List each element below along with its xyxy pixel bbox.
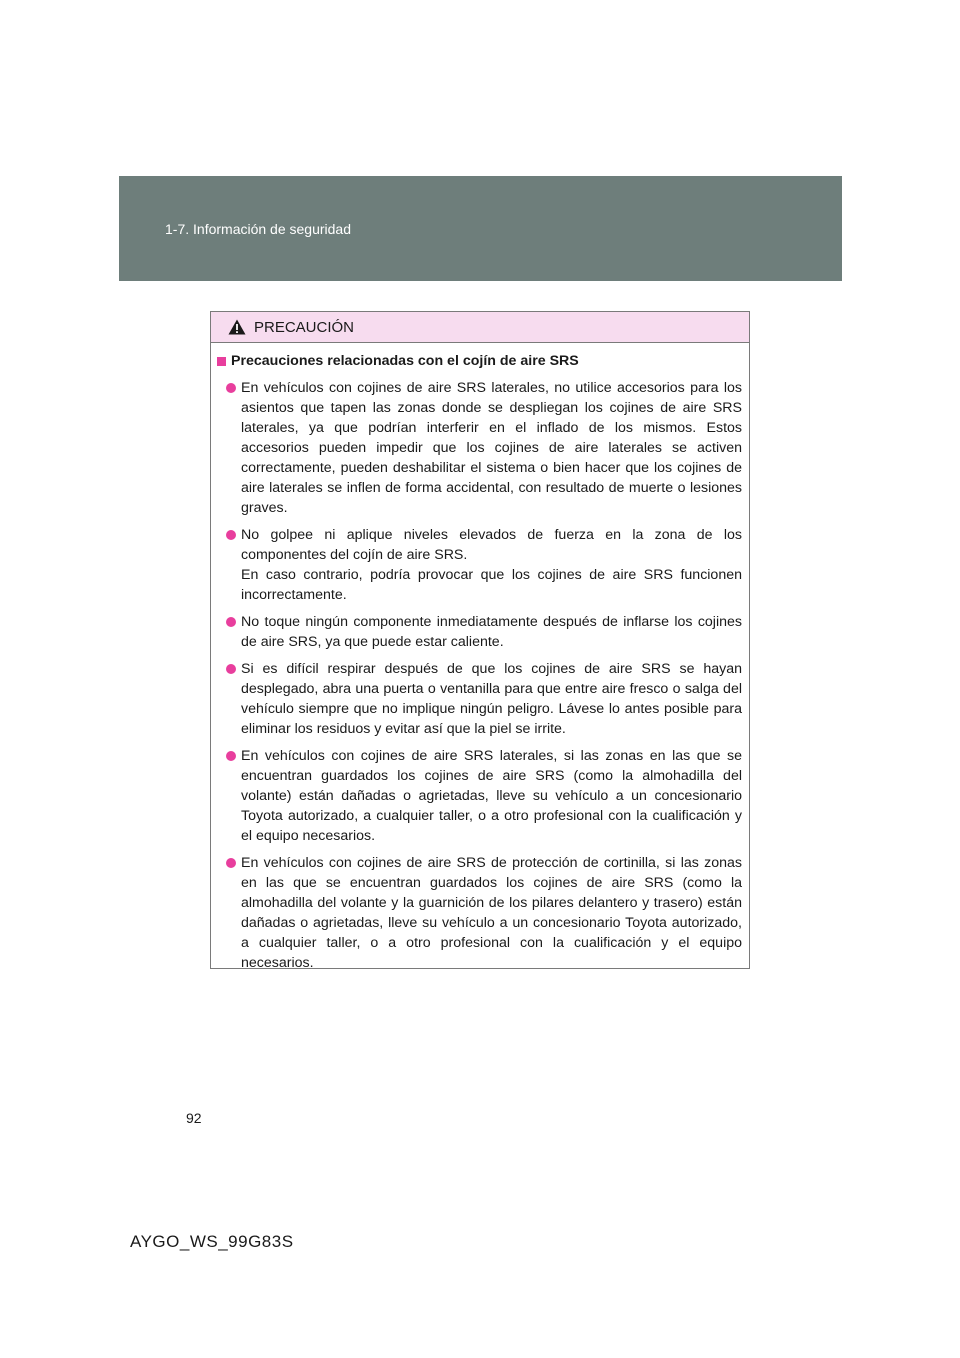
caution-item	[217, 525, 742, 605]
header-band	[119, 176, 842, 281]
caution-item-text: En vehículos con cojines de aire SRS de protección de cortinilla, si las zonas en las que se encuentran guardados los cojines de aire SRS (como la almohadilla del volante y la guarnición de los pilares delantero y trasero) están dañadas o agrietadas, lleve su vehículo a un concesionario Toyota autorizado, a cualquier taller, o a otro profesional con la cualificación y el equipo necesarios.	[241, 855, 742, 971]
bullet-dot-icon	[226, 530, 236, 540]
subheading-text: Precauciones relacionadas con el cojín de aire SRS	[231, 353, 579, 369]
caution-subheading	[217, 351, 742, 371]
caution-item	[217, 612, 742, 652]
square-bullet-icon	[217, 357, 226, 366]
warning-triangle-icon	[228, 319, 246, 335]
caution-item	[217, 746, 742, 846]
caution-item-text: En caso contrario, podría provocar que los cojines de aire SRS funcionen incorrectamente.	[241, 567, 742, 603]
bullet-dot-icon	[226, 664, 236, 674]
document-code: AYGO_WS_99G83S	[130, 1232, 294, 1251]
caution-item	[217, 853, 742, 973]
caution-item	[217, 378, 742, 518]
caution-item-text: Si es difícil respirar después de que los cojines de aire SRS se hayan desplegado, abra una puerta o ventanilla para que entre aire fresco o salga del vehículo siempre que no implique ningún peligro. Lávese lo antes posible para eliminar los residuos y evitar así que la piel se irrite.	[241, 661, 742, 737]
caution-body	[211, 343, 749, 973]
bullet-dot-icon	[226, 751, 236, 761]
caution-box	[210, 311, 750, 969]
caution-header	[211, 312, 749, 343]
bullet-dot-icon	[226, 617, 236, 627]
caution-item-text: No toque ningún componente inmediatamente después de inflarse los cojines de aire SRS, ya que puede estar caliente.	[241, 614, 742, 650]
caution-item-text: En vehículos con cojines de aire SRS laterales, si las zonas en las que se encuentran guardados los cojines de aire SRS (como la almohadilla del volante) están dañadas o agrietadas, lleve su vehículo a un concesionario Toyota autorizado, a cualquier taller, o a otro profesional con la cualificación y el equipo necesarios.	[241, 748, 742, 844]
caution-label: PRECAUCIÓN	[254, 318, 355, 336]
caution-item-text: En vehículos con cojines de aire SRS laterales, no utilice accesorios para los asientos que tapen las zonas donde se despliegan los cojines de aire SRS laterales, ya que podrían interferir en el inflado de los mismos. Estos accesorios pueden impedir que los cojines de aire laterales se activen correctamente, pueden deshabilitar el sistema o bien hacer que los cojines de aire laterales se inflen de forma accidental, con resultado de muerte o lesiones graves.	[241, 380, 742, 516]
bullet-dot-icon	[226, 383, 236, 393]
caution-item-text: No golpee ni aplique niveles elevados de fuerza en la zona de los componentes del cojín de aire SRS.	[241, 527, 742, 563]
bullet-dot-icon	[226, 858, 236, 868]
caution-item	[217, 659, 742, 739]
page-number: 92	[186, 1110, 202, 1126]
section-title: 1-7. Información de seguridad	[165, 221, 351, 237]
